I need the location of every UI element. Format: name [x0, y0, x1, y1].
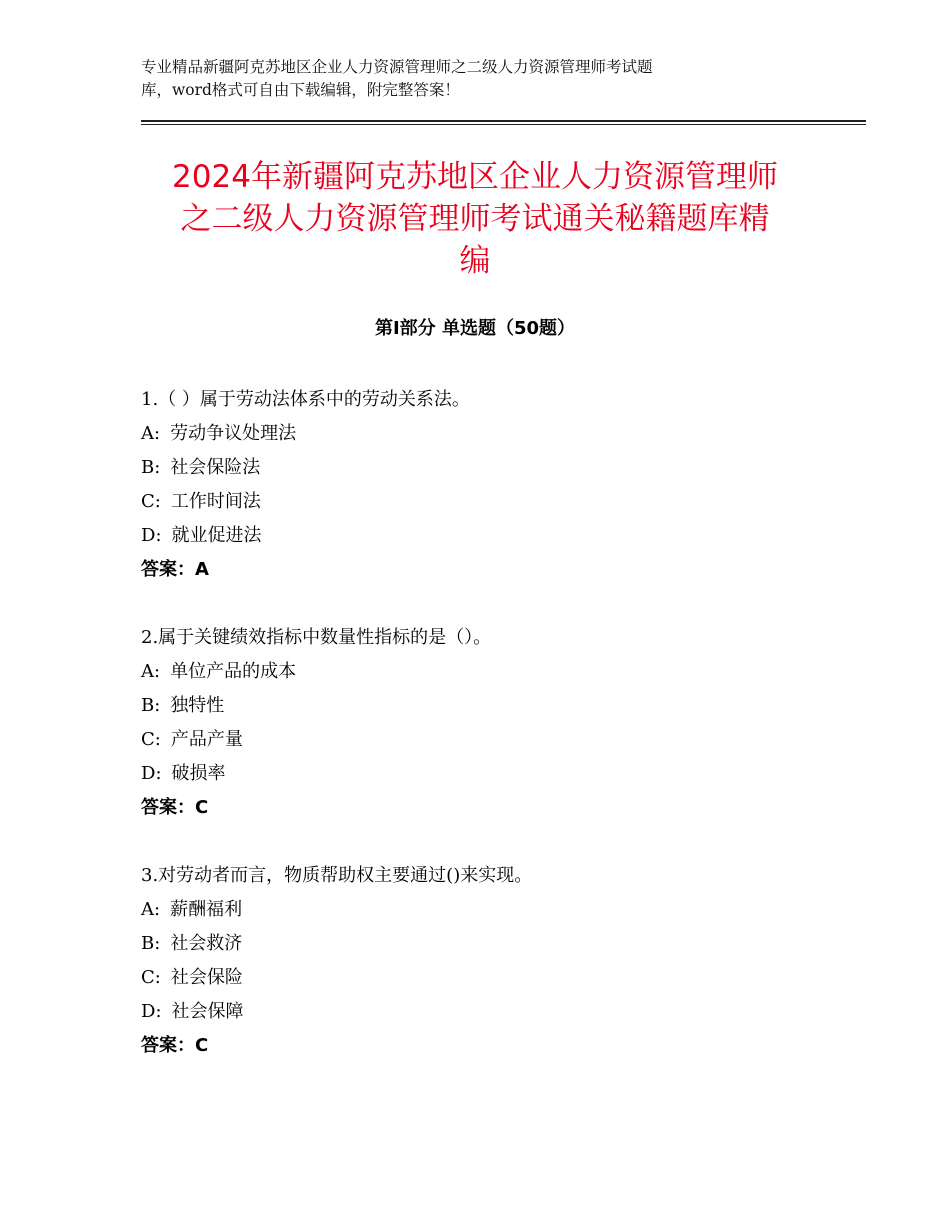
- option-letter: D: [141, 1001, 156, 1022]
- header-note: [141, 56, 781, 102]
- title-line-2: 之二级人力资源管理师考试通关秘籍题库精: [180, 201, 770, 237]
- title-line-3: 编: [459, 243, 491, 279]
- option-text: 社会保险: [170, 967, 243, 988]
- option-text: 社会保险法: [170, 457, 261, 478]
- option-text: 工作时间法: [170, 491, 261, 512]
- option-separator: :: [154, 967, 161, 988]
- option-text: 产品产量: [170, 729, 243, 750]
- option-letter: C: [141, 967, 155, 988]
- option-c: [141, 961, 841, 995]
- option-letter: A: [141, 899, 154, 920]
- option-d: [141, 757, 841, 791]
- title-line-1: 2024年新疆阿克苏地区企业人力资源管理师: [172, 159, 778, 195]
- option-letter: D: [141, 525, 156, 546]
- option-b: [141, 927, 841, 961]
- option-separator: :: [154, 457, 161, 478]
- option-separator: :: [155, 763, 162, 784]
- question-3: [141, 859, 841, 1063]
- option-a: [141, 417, 841, 451]
- option-b: [141, 451, 841, 485]
- option-separator: :: [154, 491, 161, 512]
- option-letter: D: [141, 763, 156, 784]
- option-text: 独特性: [170, 695, 225, 716]
- option-separator: :: [154, 661, 161, 682]
- option-letter: B: [141, 695, 155, 716]
- section-heading: 第Ⅰ部分 单选题（50题）: [374, 318, 575, 339]
- header-divider: [141, 120, 866, 125]
- question-2: [141, 621, 841, 825]
- option-text: 社会救济: [170, 933, 243, 954]
- option-text: 破损率: [171, 763, 226, 784]
- option-separator: :: [154, 423, 161, 444]
- option-text: 就业促进法: [171, 525, 262, 546]
- option-text: 劳动争议处理法: [170, 423, 297, 444]
- option-a: [141, 893, 841, 927]
- question-list: [141, 383, 841, 1063]
- question-stem: 2.属于关键绩效指标中数量性指标的是（）。: [141, 627, 492, 648]
- answer-line: 答案：A: [141, 559, 209, 580]
- question-stem: 1.（ ）属于劳动法体系中的劳动关系法。: [141, 389, 470, 410]
- answer-line: 答案：C: [141, 797, 209, 818]
- option-letter: A: [141, 423, 154, 444]
- option-letter: C: [141, 729, 155, 750]
- option-separator: :: [155, 1001, 162, 1022]
- option-separator: :: [154, 695, 161, 716]
- option-letter: A: [141, 661, 154, 682]
- option-text: 社会保障: [171, 1001, 244, 1022]
- option-separator: :: [155, 525, 162, 546]
- option-letter: B: [141, 933, 155, 954]
- option-c: [141, 485, 841, 519]
- option-b: [141, 689, 841, 723]
- option-text: 单位产品的成本: [170, 661, 297, 682]
- option-d: [141, 995, 841, 1029]
- header-note-line-1: 专业精品新疆阿克苏地区企业人力资源管理师之二级人力资源管理师考试题: [141, 58, 653, 76]
- question-stem: 3.对劳动者而言，物质帮助权主要通过()来实现。: [141, 865, 533, 886]
- option-letter: B: [141, 457, 155, 478]
- option-a: [141, 655, 841, 689]
- header-note-line-2: 库，word格式可自由下载编辑，附完整答案！: [141, 81, 460, 99]
- option-c: [141, 723, 841, 757]
- option-separator: :: [154, 933, 161, 954]
- document-title: [100, 156, 850, 282]
- option-separator: :: [154, 899, 161, 920]
- option-letter: C: [141, 491, 155, 512]
- answer-line: 答案：C: [141, 1035, 209, 1056]
- option-d: [141, 519, 841, 553]
- question-1: [141, 383, 841, 587]
- option-separator: :: [154, 729, 161, 750]
- option-text: 薪酬福利: [170, 899, 243, 920]
